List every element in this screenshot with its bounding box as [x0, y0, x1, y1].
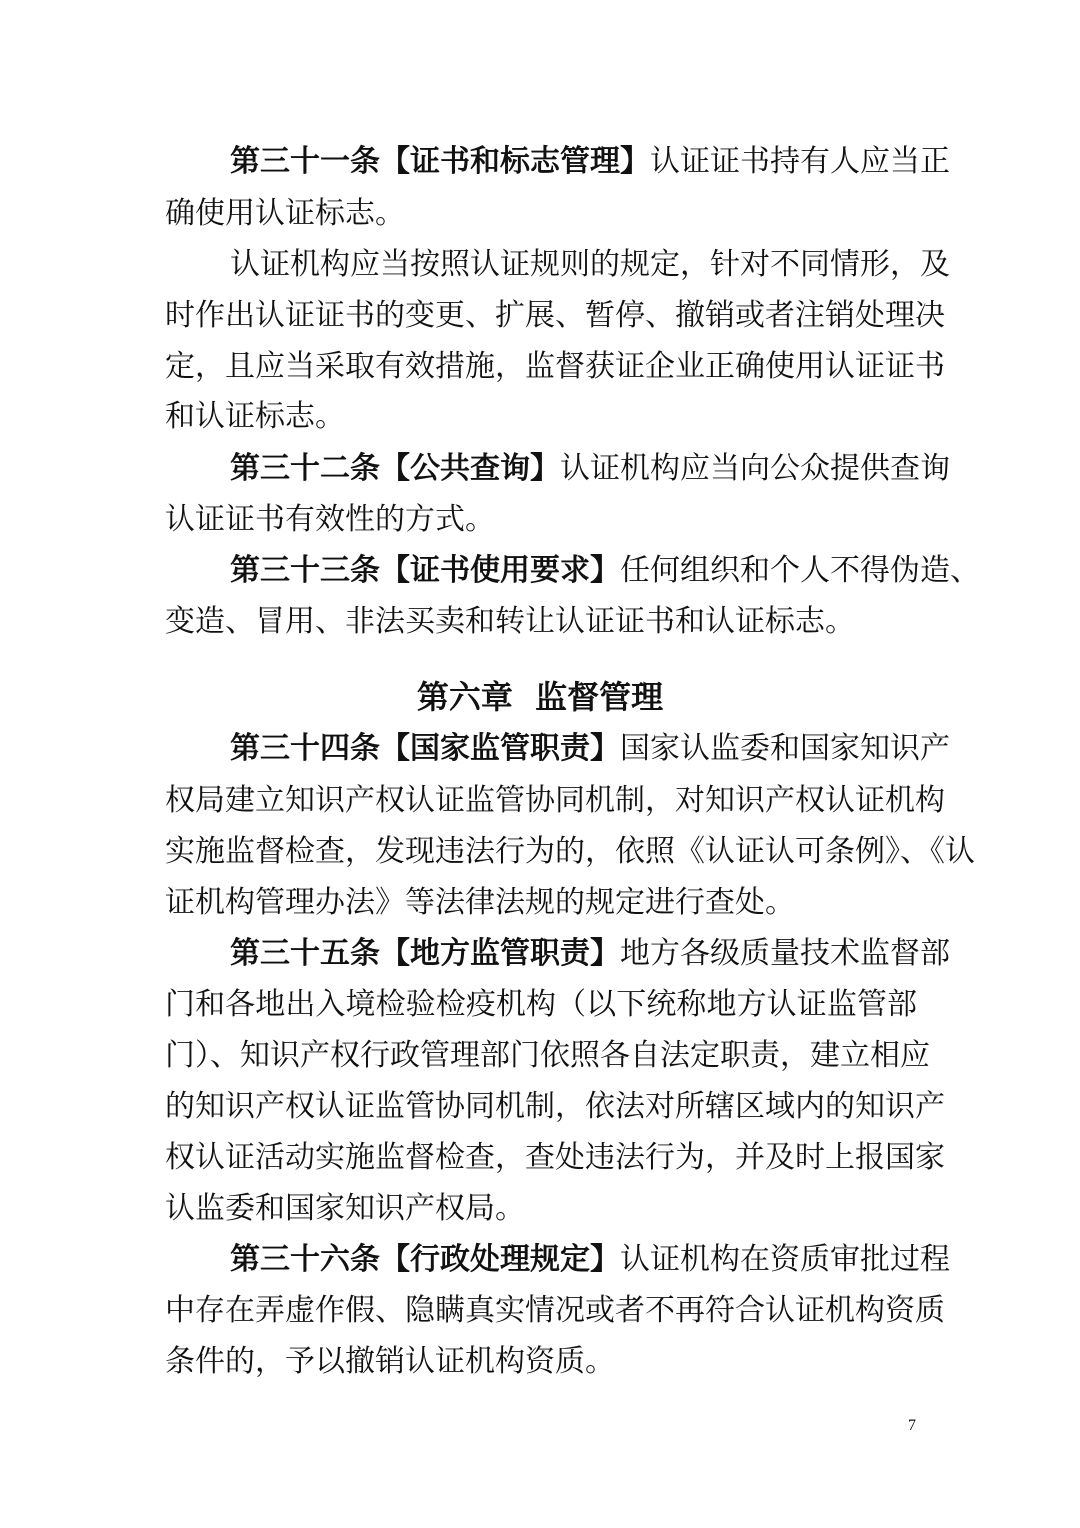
article-32-text: 认证机构应当向公众提供查询 — [560, 451, 950, 486]
article-34-line-4: 证机构管理办法》等法律法规的规定进行查处。 — [165, 885, 795, 920]
article-36-text: 认证机构在资质审批过程 — [620, 1242, 950, 1277]
article-31-line-2: 确使用认证标志。 — [165, 196, 405, 231]
article-32-line-2: 认证证书有效性的方式。 — [165, 502, 495, 537]
article-33-text: 任何组织和个人不得伪造、 — [620, 553, 980, 588]
article-32-line-1 — [230, 443, 950, 495]
article-33-line-2: 变造、冒用、非法买卖和转让认证证书和认证标志。 — [165, 604, 855, 639]
article-36-title: 第三十六条【行政处理规定】 — [230, 1242, 620, 1277]
article-31-title: 第三十一条【证书和标志管理】 — [230, 144, 650, 179]
article-34-text: 国家认监委和国家知识产 — [620, 731, 950, 766]
article-33-line-1 — [230, 545, 980, 597]
article-36-line-1 — [230, 1234, 950, 1286]
page-number: 7 — [908, 1417, 916, 1434]
article-36-line-3: 条件的，予以撤销认证机构资质。 — [165, 1344, 615, 1379]
article-31-line-1 — [230, 136, 950, 188]
article-35-text: 地方各级质量技术监督部 — [620, 936, 950, 971]
article-31-para-2-line-4: 和认证标志。 — [165, 399, 345, 434]
article-36-line-2: 中存在弄虚作假、隐瞒真实情况或者不再符合认证机构资质 — [165, 1293, 945, 1328]
article-35-line-1 — [230, 928, 950, 980]
article-35-line-2: 门和各地出入境检验检疫机构（以下统称地方认证监管部 — [165, 987, 917, 1022]
article-35-line-5: 权认证活动实施监督检查，查处违法行为，并及时上报国家 — [165, 1140, 945, 1175]
article-31-para-2-line-2: 时作出认证证书的变更、扩展、暂停、撤销或者注销处理决 — [165, 298, 945, 333]
article-34-line-2: 权局建立知识产权认证监管协同机制，对知识产权认证机构 — [165, 783, 945, 818]
article-34-line-3: 实施监督检查，发现违法行为的，依照《认证认可条例》、《认 — [165, 834, 975, 869]
article-33-title: 第三十三条【证书使用要求】 — [230, 553, 620, 588]
article-35-line-6: 认监委和国家知识产权局。 — [165, 1191, 525, 1226]
article-35-title: 第三十五条【地方监管职责】 — [230, 936, 620, 971]
article-31-para-2-line-3: 定，且应当采取有效措施，监督获证企业正确使用认证证书 — [165, 349, 945, 384]
article-31-para-2-line-1: 认证机构应当按照认证规则的规定，针对不同情形，及 — [230, 247, 950, 282]
article-35-line-3: 门）、知识产权行政管理部门依照各自法定职责，建立相应 — [165, 1038, 930, 1073]
article-34-title: 第三十四条【国家监管职责】 — [230, 731, 620, 766]
chapter-heading: 第六章 监督管理 — [416, 678, 664, 716]
article-34-line-1 — [230, 723, 950, 775]
article-31-text: 认证证书持有人应当正 — [650, 144, 950, 179]
article-32-title: 第三十二条【公共查询】 — [230, 451, 560, 486]
article-35-line-4: 的知识产权认证监管协同机制，依法对所辖区域内的知识产 — [165, 1089, 945, 1124]
